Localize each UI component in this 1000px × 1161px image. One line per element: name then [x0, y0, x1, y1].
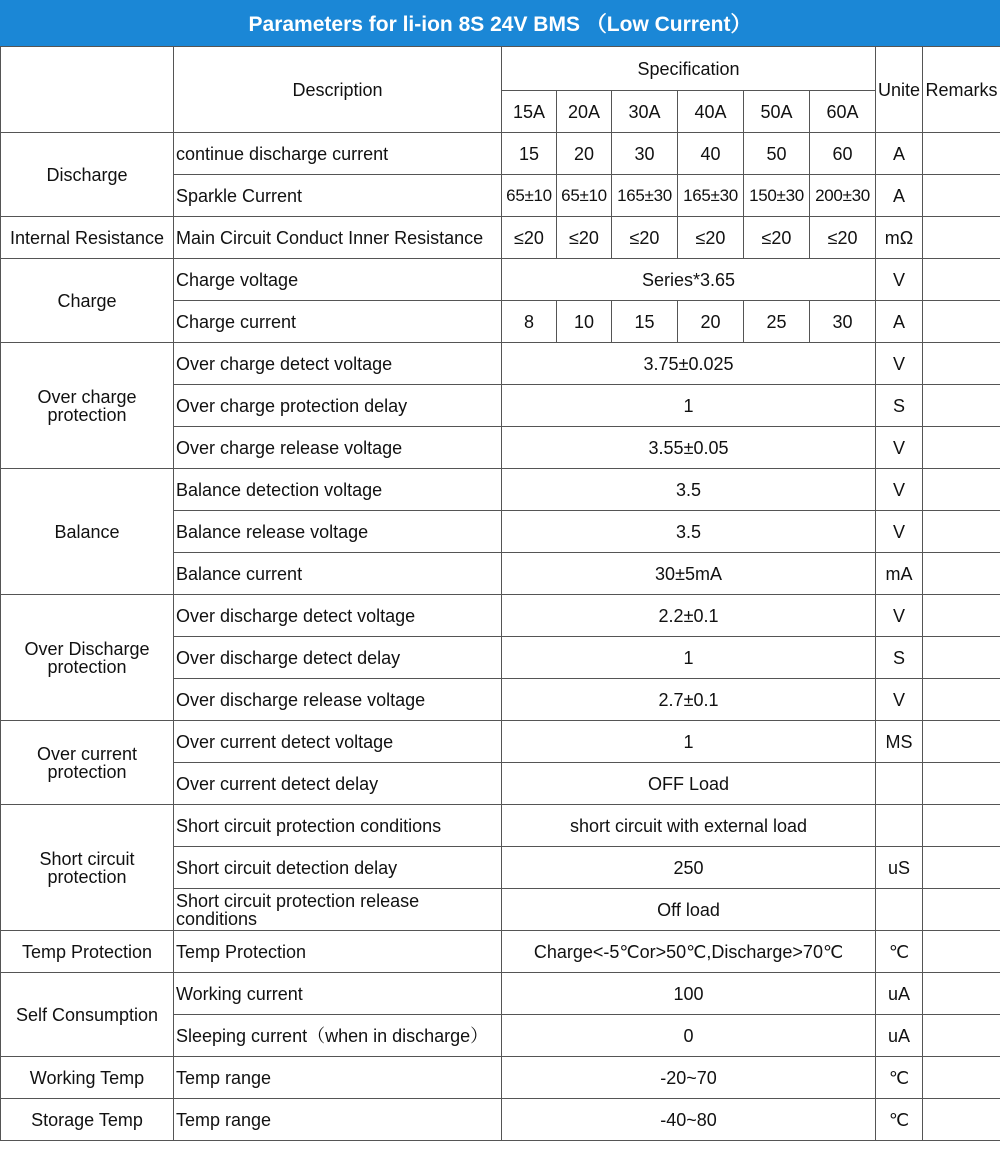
- row-description: Temp range: [174, 1099, 502, 1141]
- value-cell: Series*3.65: [502, 259, 876, 301]
- value-cell: Off load: [502, 889, 876, 931]
- value-cell: Charge<-5℃or>50℃,Discharge>70℃: [502, 931, 876, 973]
- unit-cell: V: [876, 427, 923, 469]
- table-row: [1, 805, 1000, 847]
- remarks-cell: [923, 679, 1000, 721]
- value-cell: 2.7±0.1: [502, 679, 876, 721]
- header-remarks: Remarks: [923, 47, 1000, 133]
- row-description: Main Circuit Conduct Inner Resistance: [174, 217, 502, 259]
- category-short-circuit: Short circuit protection: [1, 805, 174, 931]
- value-cell: 65±10: [502, 175, 557, 217]
- table-row: [1, 217, 1000, 259]
- value-cell: ≤20: [557, 217, 612, 259]
- value-cell: short circuit with external load: [502, 805, 876, 847]
- row-description: Over discharge release voltage: [174, 679, 502, 721]
- row-description: Temp Protection: [174, 931, 502, 973]
- value-cell: 25: [744, 301, 810, 343]
- row-description: Over current detect delay: [174, 763, 502, 805]
- unit-cell: V: [876, 469, 923, 511]
- table-title: Parameters for li-ion 8S 24V BMS （Low Current）: [0, 0, 1000, 46]
- row-description: Over discharge detect delay: [174, 637, 502, 679]
- row-description: Short circuit protection conditions: [174, 805, 502, 847]
- header-category-cell: [1, 47, 174, 133]
- remarks-cell: [923, 133, 1000, 175]
- unit-cell: A: [876, 301, 923, 343]
- remarks-cell: [923, 973, 1000, 1015]
- value-cell: 3.75±0.025: [502, 343, 876, 385]
- unit-cell: V: [876, 595, 923, 637]
- remarks-cell: [923, 301, 1000, 343]
- value-cell: 250: [502, 847, 876, 889]
- header-current: 30A: [612, 91, 678, 133]
- row-description: Sleeping current（when in discharge）: [174, 1015, 502, 1057]
- header-description: Description: [174, 47, 502, 133]
- category-discharge: Discharge: [1, 133, 174, 217]
- remarks-cell: [923, 889, 1000, 931]
- unit-cell: uA: [876, 1015, 923, 1057]
- unit-cell: ℃: [876, 931, 923, 973]
- remarks-cell: [923, 637, 1000, 679]
- row-description: Over charge release voltage: [174, 427, 502, 469]
- value-cell: ≤20: [502, 217, 557, 259]
- row-description: Charge voltage: [174, 259, 502, 301]
- header-current: 20A: [557, 91, 612, 133]
- remarks-cell: [923, 1015, 1000, 1057]
- remarks-cell: [923, 595, 1000, 637]
- unit-cell: V: [876, 343, 923, 385]
- unit-cell: ℃: [876, 1057, 923, 1099]
- remarks-cell: [923, 763, 1000, 805]
- header-current: 15A: [502, 91, 557, 133]
- remarks-cell: [923, 343, 1000, 385]
- category-self-consumption: Self Consumption: [1, 973, 174, 1057]
- row-description: Working current: [174, 973, 502, 1015]
- row-description: Over charge protection delay: [174, 385, 502, 427]
- value-cell: ≤20: [744, 217, 810, 259]
- value-cell: 30: [612, 133, 678, 175]
- remarks-cell: [923, 511, 1000, 553]
- table-row: [1, 1099, 1000, 1141]
- row-description: Over discharge detect voltage: [174, 595, 502, 637]
- remarks-cell: [923, 427, 1000, 469]
- row-description: Over current detect voltage: [174, 721, 502, 763]
- value-cell: -20~70: [502, 1057, 876, 1099]
- remarks-cell: [923, 259, 1000, 301]
- table-row: [1, 595, 1000, 637]
- remarks-cell: [923, 217, 1000, 259]
- category-over-discharge: Over Discharge protection: [1, 595, 174, 721]
- unit-cell: S: [876, 385, 923, 427]
- value-cell: 1: [502, 385, 876, 427]
- category-temp-protection: Temp Protection: [1, 931, 174, 973]
- header-specification: Specification: [502, 47, 876, 91]
- unit-cell: [876, 763, 923, 805]
- category-working-temp: Working Temp: [1, 1057, 174, 1099]
- unit-cell: V: [876, 259, 923, 301]
- row-description: Temp range: [174, 1057, 502, 1099]
- unit-cell: ℃: [876, 1099, 923, 1141]
- header-current: 40A: [678, 91, 744, 133]
- value-cell: -40~80: [502, 1099, 876, 1141]
- unit-cell: [876, 805, 923, 847]
- bms-parameters-table: [0, 46, 1000, 1141]
- remarks-cell: [923, 847, 1000, 889]
- remarks-cell: [923, 385, 1000, 427]
- unit-cell: [876, 889, 923, 931]
- table-row: [1, 259, 1000, 301]
- table-row: [1, 343, 1000, 385]
- remarks-cell: [923, 469, 1000, 511]
- table-row: [1, 931, 1000, 973]
- unit-cell: uA: [876, 973, 923, 1015]
- unit-cell: A: [876, 133, 923, 175]
- unit-cell: V: [876, 679, 923, 721]
- value-cell: 8: [502, 301, 557, 343]
- value-cell: 1: [502, 637, 876, 679]
- value-cell: ≤20: [678, 217, 744, 259]
- row-description: Short circuit detection delay: [174, 847, 502, 889]
- remarks-cell: [923, 1057, 1000, 1099]
- remarks-cell: [923, 931, 1000, 973]
- category-over-current: Over current protection: [1, 721, 174, 805]
- remarks-cell: [923, 175, 1000, 217]
- value-cell: ≤20: [612, 217, 678, 259]
- value-cell: 65±10: [557, 175, 612, 217]
- value-cell: 3.5: [502, 511, 876, 553]
- value-cell: 3.5: [502, 469, 876, 511]
- value-cell: 100: [502, 973, 876, 1015]
- header-unit: Unite: [876, 47, 923, 133]
- header-row: [1, 47, 1000, 91]
- row-description: Short circuit protection release conditions: [174, 889, 502, 931]
- row-description: Over charge detect voltage: [174, 343, 502, 385]
- value-cell: 40: [678, 133, 744, 175]
- category-balance: Balance: [1, 469, 174, 595]
- category-over-charge: Over charge protection: [1, 343, 174, 469]
- unit-cell: V: [876, 511, 923, 553]
- value-cell: 60: [810, 133, 876, 175]
- table-row: [1, 1057, 1000, 1099]
- value-cell: 165±30: [612, 175, 678, 217]
- value-cell: 3.55±0.05: [502, 427, 876, 469]
- remarks-cell: [923, 805, 1000, 847]
- unit-cell: mΩ: [876, 217, 923, 259]
- header-current: 60A: [810, 91, 876, 133]
- remarks-cell: [923, 721, 1000, 763]
- value-cell: 165±30: [678, 175, 744, 217]
- category-internal-resistance: Internal Resistance: [1, 217, 174, 259]
- value-cell: 1: [502, 721, 876, 763]
- value-cell: 15: [502, 133, 557, 175]
- value-cell: 30±5mA: [502, 553, 876, 595]
- value-cell: 10: [557, 301, 612, 343]
- value-cell: 20: [557, 133, 612, 175]
- remarks-cell: [923, 1099, 1000, 1141]
- value-cell: 15: [612, 301, 678, 343]
- value-cell: 2.2±0.1: [502, 595, 876, 637]
- table-row: [1, 721, 1000, 763]
- category-storage-temp: Storage Temp: [1, 1099, 174, 1141]
- value-cell: 0: [502, 1015, 876, 1057]
- row-description: Balance current: [174, 553, 502, 595]
- row-description: Balance detection voltage: [174, 469, 502, 511]
- value-cell: 150±30: [744, 175, 810, 217]
- unit-cell: uS: [876, 847, 923, 889]
- value-cell: 30: [810, 301, 876, 343]
- value-cell: 20: [678, 301, 744, 343]
- row-description: Sparkle Current: [174, 175, 502, 217]
- category-charge: Charge: [1, 259, 174, 343]
- remarks-cell: [923, 553, 1000, 595]
- row-description: Charge current: [174, 301, 502, 343]
- table-row: [1, 469, 1000, 511]
- unit-cell: S: [876, 637, 923, 679]
- unit-cell: MS: [876, 721, 923, 763]
- table-row: [1, 973, 1000, 1015]
- row-description: continue discharge current: [174, 133, 502, 175]
- row-description: Balance release voltage: [174, 511, 502, 553]
- unit-cell: mA: [876, 553, 923, 595]
- table-row: [1, 133, 1000, 175]
- value-cell: ≤20: [810, 217, 876, 259]
- value-cell: 50: [744, 133, 810, 175]
- value-cell: 200±30: [810, 175, 876, 217]
- value-cell: OFF Load: [502, 763, 876, 805]
- unit-cell: A: [876, 175, 923, 217]
- header-current: 50A: [744, 91, 810, 133]
